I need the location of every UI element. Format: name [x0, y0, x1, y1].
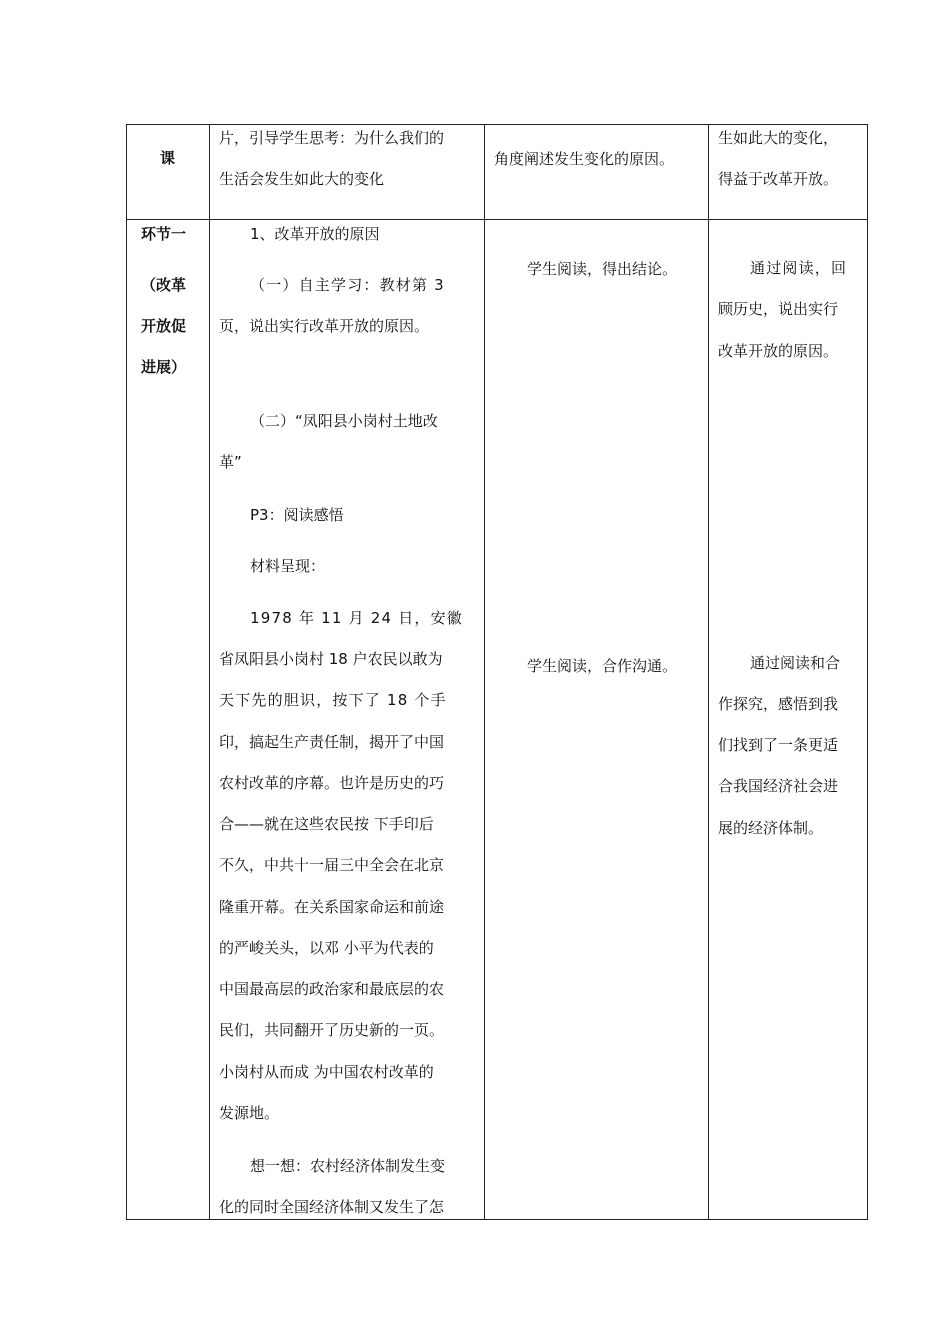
- design-intent-line: 生如此大的变化，: [718, 129, 839, 147]
- table-border-bottom: [126, 1219, 868, 1220]
- design-intent-line: 顾历史，说出实行: [718, 300, 839, 318]
- stage-label-line: 环节一: [141, 225, 187, 243]
- content-line: 不久，中共十一届三中全会在北京: [219, 856, 445, 874]
- design-intent-line: 展的经济体制。: [718, 819, 824, 837]
- content-line: 革”: [219, 453, 242, 471]
- content-line: （二）“凤阳县小岗村土地改: [250, 412, 438, 430]
- column-divider-2: [484, 124, 485, 1220]
- stage-label-line: （改革: [141, 276, 187, 294]
- content-line: 的严峻关头，以邓 小平为代表的: [219, 939, 434, 957]
- student-activity-text: 学生阅读，得出结论。: [527, 260, 678, 278]
- content-line: 省凤阳县小岗村 18 户农民以敢为: [219, 650, 443, 668]
- design-intent-line: 得益于改革开放。: [718, 170, 839, 188]
- teacher-activity-line: 生活会发生如此大的变化: [219, 170, 385, 188]
- design-intent-line: 们找到了一条更适: [718, 736, 839, 754]
- content-line: 材料呈现：: [250, 557, 326, 575]
- table-border-top: [126, 124, 868, 125]
- teacher-activity-line: 片，引导学生思考：为什么我们的: [219, 129, 445, 147]
- content-line: 发源地。: [219, 1104, 280, 1122]
- stage-label-line: 开放促: [141, 317, 187, 335]
- content-line: 小岗村从而成 为中国农村改革的: [219, 1063, 434, 1081]
- content-line: 天下先的胆识，按下了 18 个手: [219, 691, 447, 709]
- row-divider: [126, 219, 868, 220]
- content-line: P3：阅读感悟: [250, 506, 344, 524]
- design-intent-line: 合我国经济社会进: [718, 777, 839, 795]
- stage-label-line: 进展）: [141, 358, 187, 376]
- content-line: 化的同时全国经济体制又发生了怎: [219, 1198, 445, 1216]
- design-intent-line: 作探究，感悟到我: [718, 695, 839, 713]
- content-line: 印，搞起生产责任制，揭开了中国: [219, 733, 445, 751]
- content-line: 1978 年 11 月 24 日，安徽: [250, 609, 463, 627]
- design-intent-line: 通过阅读和合: [750, 654, 841, 672]
- content-line: 1、改革开放的原因: [250, 225, 380, 243]
- student-activity-text: 角度阐述发生变化的原因。: [494, 150, 675, 168]
- table-border-left: [126, 124, 127, 1220]
- content-line: 页，说出实行改革开放的原因。: [219, 317, 430, 335]
- content-line: （一）自主学习：教材第 3: [250, 276, 445, 294]
- content-line: 农村改革的序幕。也许是历史的巧: [219, 774, 445, 792]
- section-label: 课: [160, 149, 176, 167]
- content-line: 想一想：农村经济体制发生变: [250, 1157, 446, 1175]
- design-intent-line: 改革开放的原因。: [718, 342, 839, 360]
- column-divider-3: [708, 124, 709, 1220]
- content-line: 中国最高层的政治家和最底层的农: [219, 980, 445, 998]
- content-line: 民们，共同翻开了历史新的一页。: [219, 1021, 445, 1039]
- content-line: 隆重开幕。在关系国家命运和前途: [219, 898, 445, 916]
- student-activity-text: 学生阅读，合作沟通。: [527, 657, 678, 675]
- design-intent-line: 通过阅读，回: [750, 259, 848, 277]
- table-border-right: [867, 124, 868, 1220]
- content-line: 合——就在这些农民按 下手印后: [219, 815, 434, 833]
- column-divider-1: [209, 124, 210, 1220]
